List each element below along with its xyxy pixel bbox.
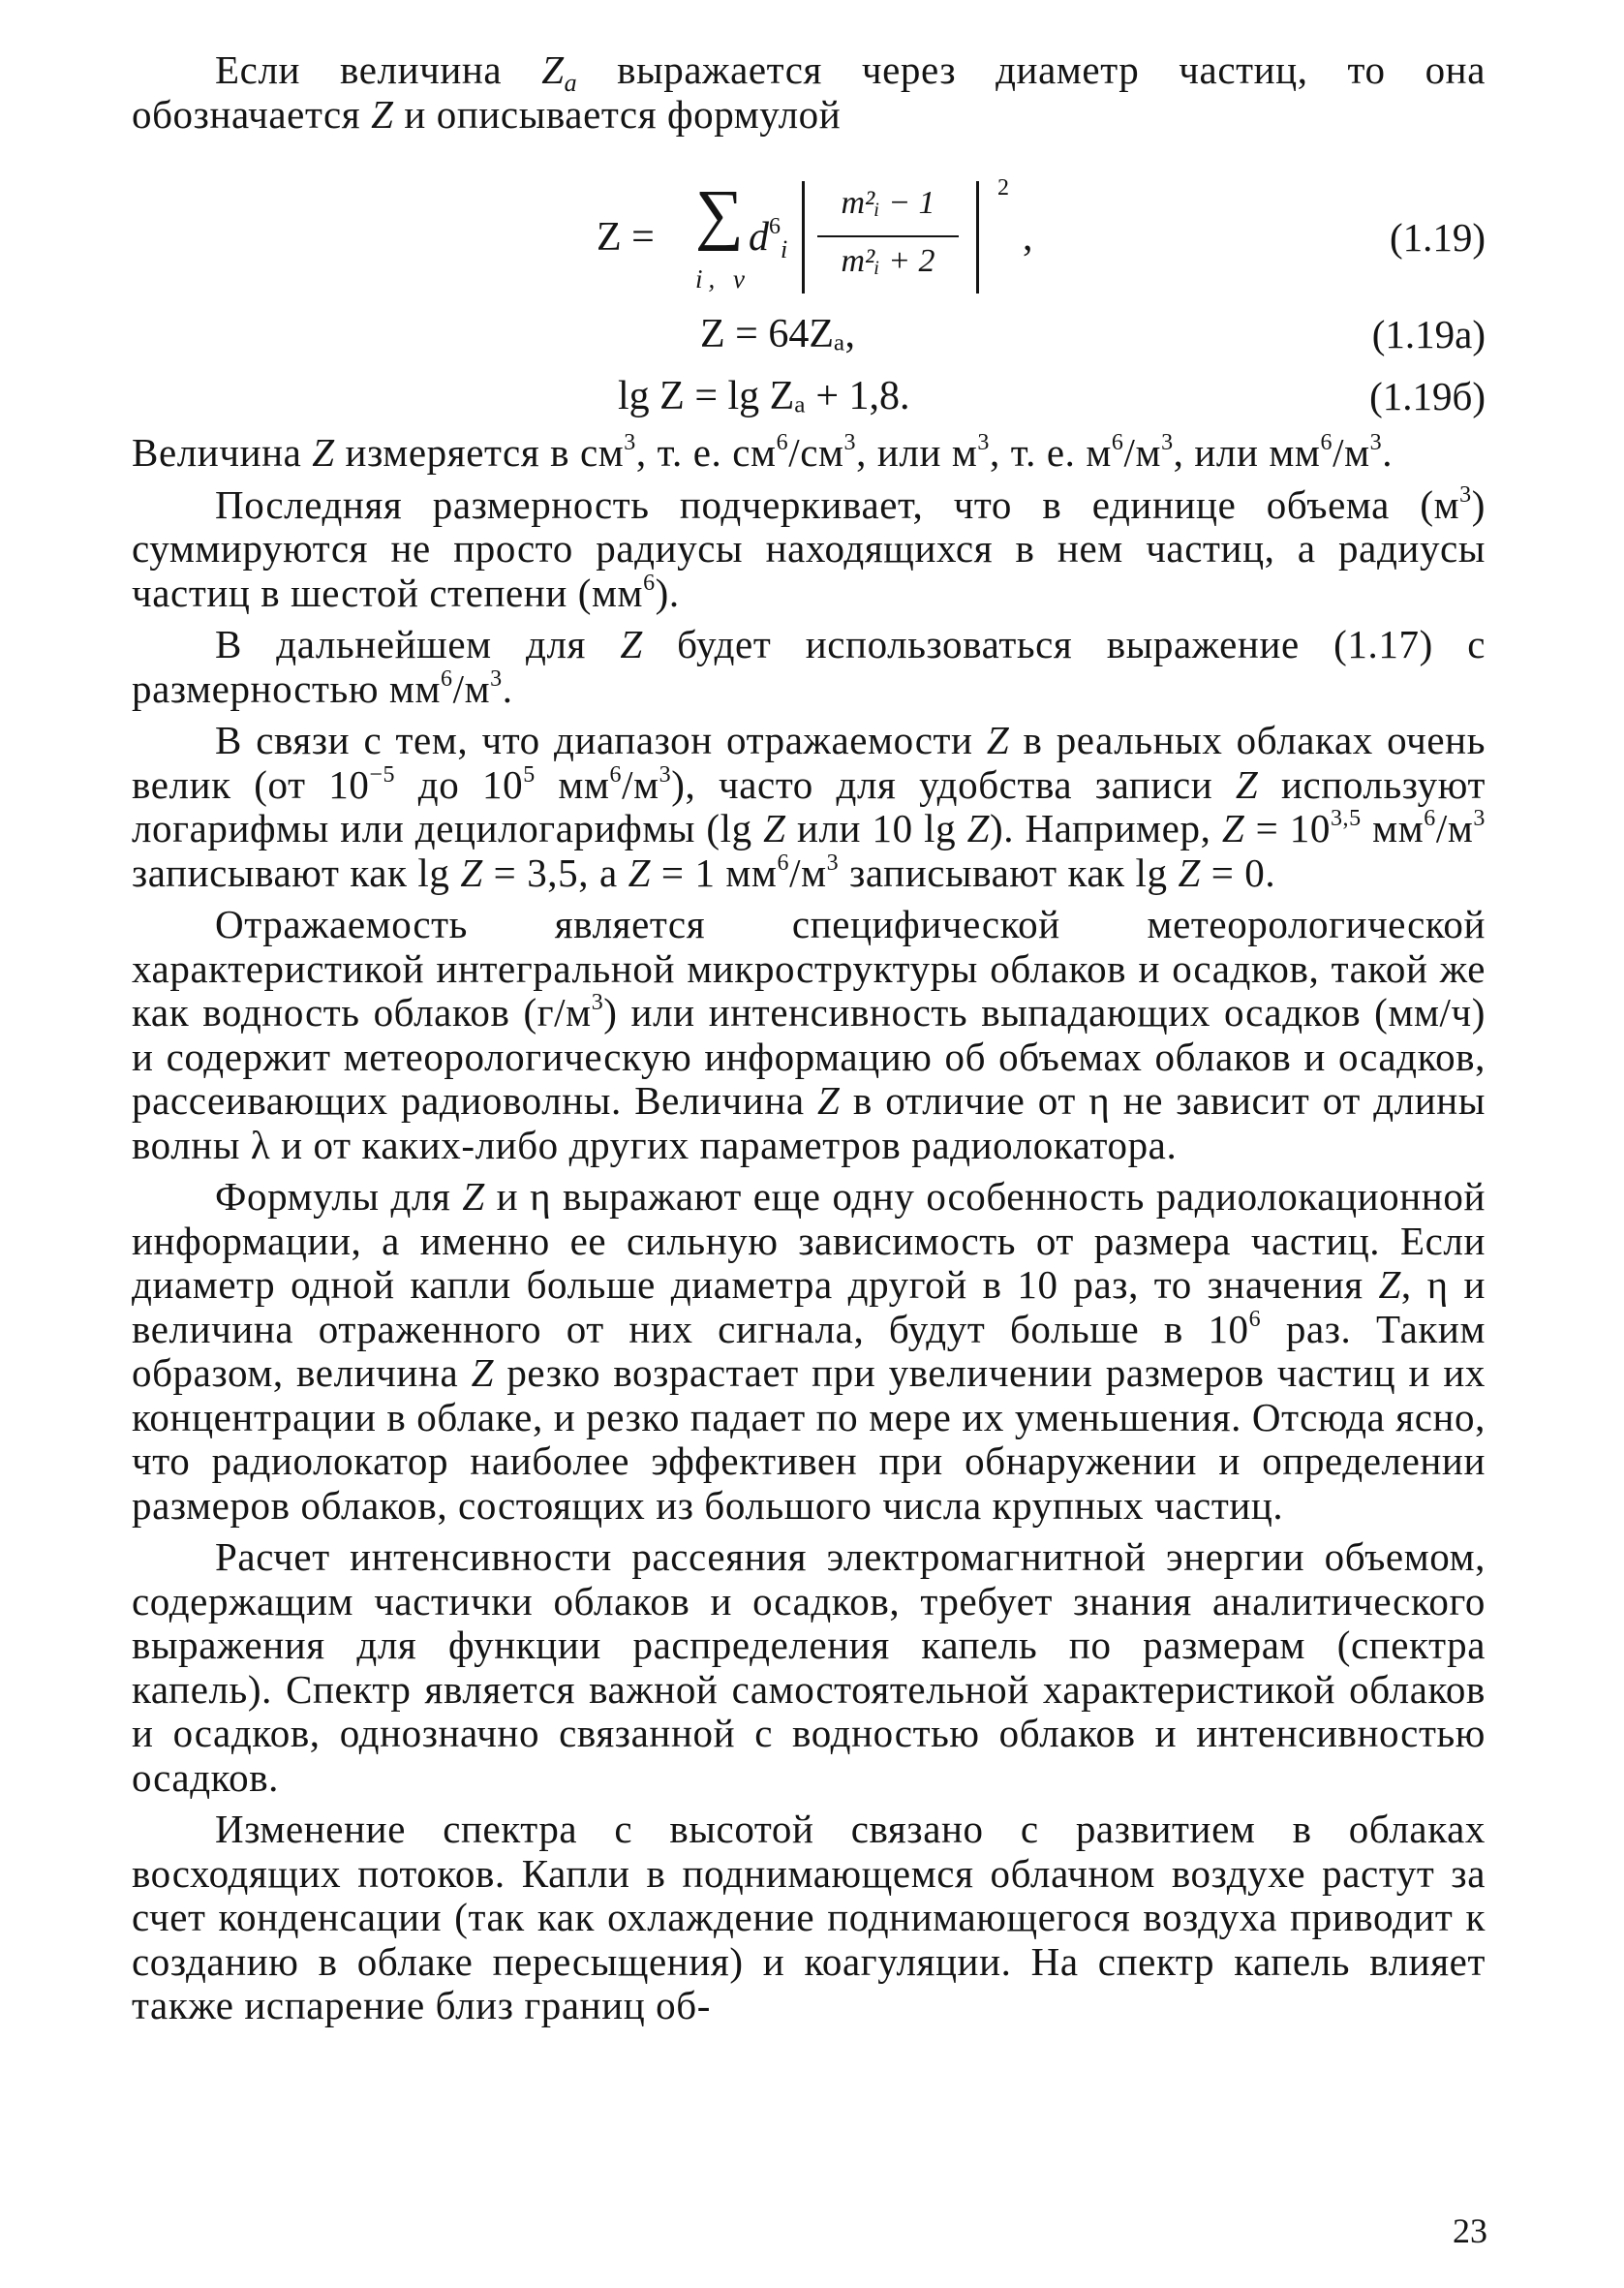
formula-lhs: Z = [597, 215, 655, 260]
paragraph-9: Изменение спектра с высотой связано с развитием в облаках восходящих потоков. Капли в поднимающемся облачном воздухе растут за счет конденсации (так как охлаждение поднимающегося воздуха приводит к созданию в облаке пересыщения) и коагуляции. На спектр капель влияет также испарение близ границ об- [132, 1807, 1486, 2027]
summation-sign: ∑ [695, 177, 744, 252]
summation-index: i, v [695, 264, 751, 294]
equation-number-1-19: (1.19) [1389, 215, 1486, 260]
fraction-line [817, 235, 959, 237]
paragraph-8: Расчет интенсивности рассеяния электромагнитной энергии объемом, содержащим частички облаков и осадков, требует знания аналитического выражения для функции распределения капель по размерам (спектра капель). Спектр является важной самостоятельной характеристикой облаков и осадков, однозначно связанной с водностью облаков и интенсивностью осадков. [132, 1534, 1486, 1800]
fraction-denominator: m²ᵢ + 2 [841, 243, 935, 279]
diameter-term: $d^6_i$ [749, 214, 788, 263]
formula-1-19b: lg Z = lg Zₐ + 1,8. [618, 374, 910, 418]
equation-number-1-19b: (1.19б) [1369, 374, 1486, 418]
paragraph-6: Отражаемость является специфической метеорологической характеристикой интегральной микроструктуры облаков и осадков, такой же как водность облаков $(г/м^3)$ или интенсивность выпадающих осадков (мм/ч) и содержит метеорологическую информацию об объемах облаков и осадков, рассеивающих радиоволны. Величина Z в отличие от η не зависит от длины волны λ и от каких-либо других параметров радиолокатора. [132, 902, 1486, 1167]
abs-bar-left [802, 181, 805, 294]
paragraph-2: Величина Z измеряется в $см^3$, т. е. $см^6/см^3$, или $м^3$, т. е. $м^6/м^3$, или $мм^6/м^3$. [132, 430, 1394, 475]
document-page [132, 48, 1486, 2028]
page-number: 23 [1453, 2211, 1487, 2250]
formula-1-19a: Z = 64Zₐ, [700, 312, 855, 356]
paragraph-4: В дальнейшем для Z будет использоваться выражение (1.17) с размерностью $мм^6/м^3$. [132, 622, 1486, 711]
paragraph-1: Если величина $Z_a$ выражается через диаметр частиц, то она обозначается Z и описывается формулой [132, 47, 1486, 137]
square-exponent: 2 [997, 175, 1009, 201]
paragraph-3: Последняя размерность подчеркивает, что в единице объема $(м^3)$ суммируются не просто радиусы находящихся в нем частиц, а радиусы частиц в шестой степени $(мм^6)$. [132, 481, 1486, 615]
formula-comma: , [1023, 215, 1033, 260]
formula-block [132, 146, 1486, 427]
fraction-numerator: m²ᵢ − 1 [841, 185, 935, 221]
equation-number-1-19a: (1.19а) [1371, 312, 1486, 356]
paragraph-5: В связи с тем, что диапазон отражаемости Z в реальных облаках очень велик (от $10^{-5}$ до $10^5$ $мм^6/м^3$), часто для удобства записи Z используют логарифмы или децилогарифмы (lg Z или 10 lg Z). Например, $Z = 10^{3,5}$ $мм^6/м^3$ записывают как lg Z = 3,5, а Z = 1 $мм^6/м^3$ записывают как lg Z = 0. [132, 718, 1486, 895]
paragraph-7: Формулы для Z и η выражают еще одну особенность радиолокационной информации, а именно ее сильную зависимость от размера частиц. Если диаметр одной капли больше диаметра другой в 10 раз, то значения Z, η и величина отраженного от них сигнала, будут больше в $10^6$ раз. Таким образом, величина Z резко возрастает при увеличении размеров частиц и их концентрации в облаке, и резко падает по мере их уменьшения. Отсюда ясно, что радиолокатор наиболее эффективен при обнаружении и определении размеров облаков, состоящих из большого числа крупных частиц. [132, 1174, 1486, 1528]
abs-bar-right [976, 181, 979, 294]
